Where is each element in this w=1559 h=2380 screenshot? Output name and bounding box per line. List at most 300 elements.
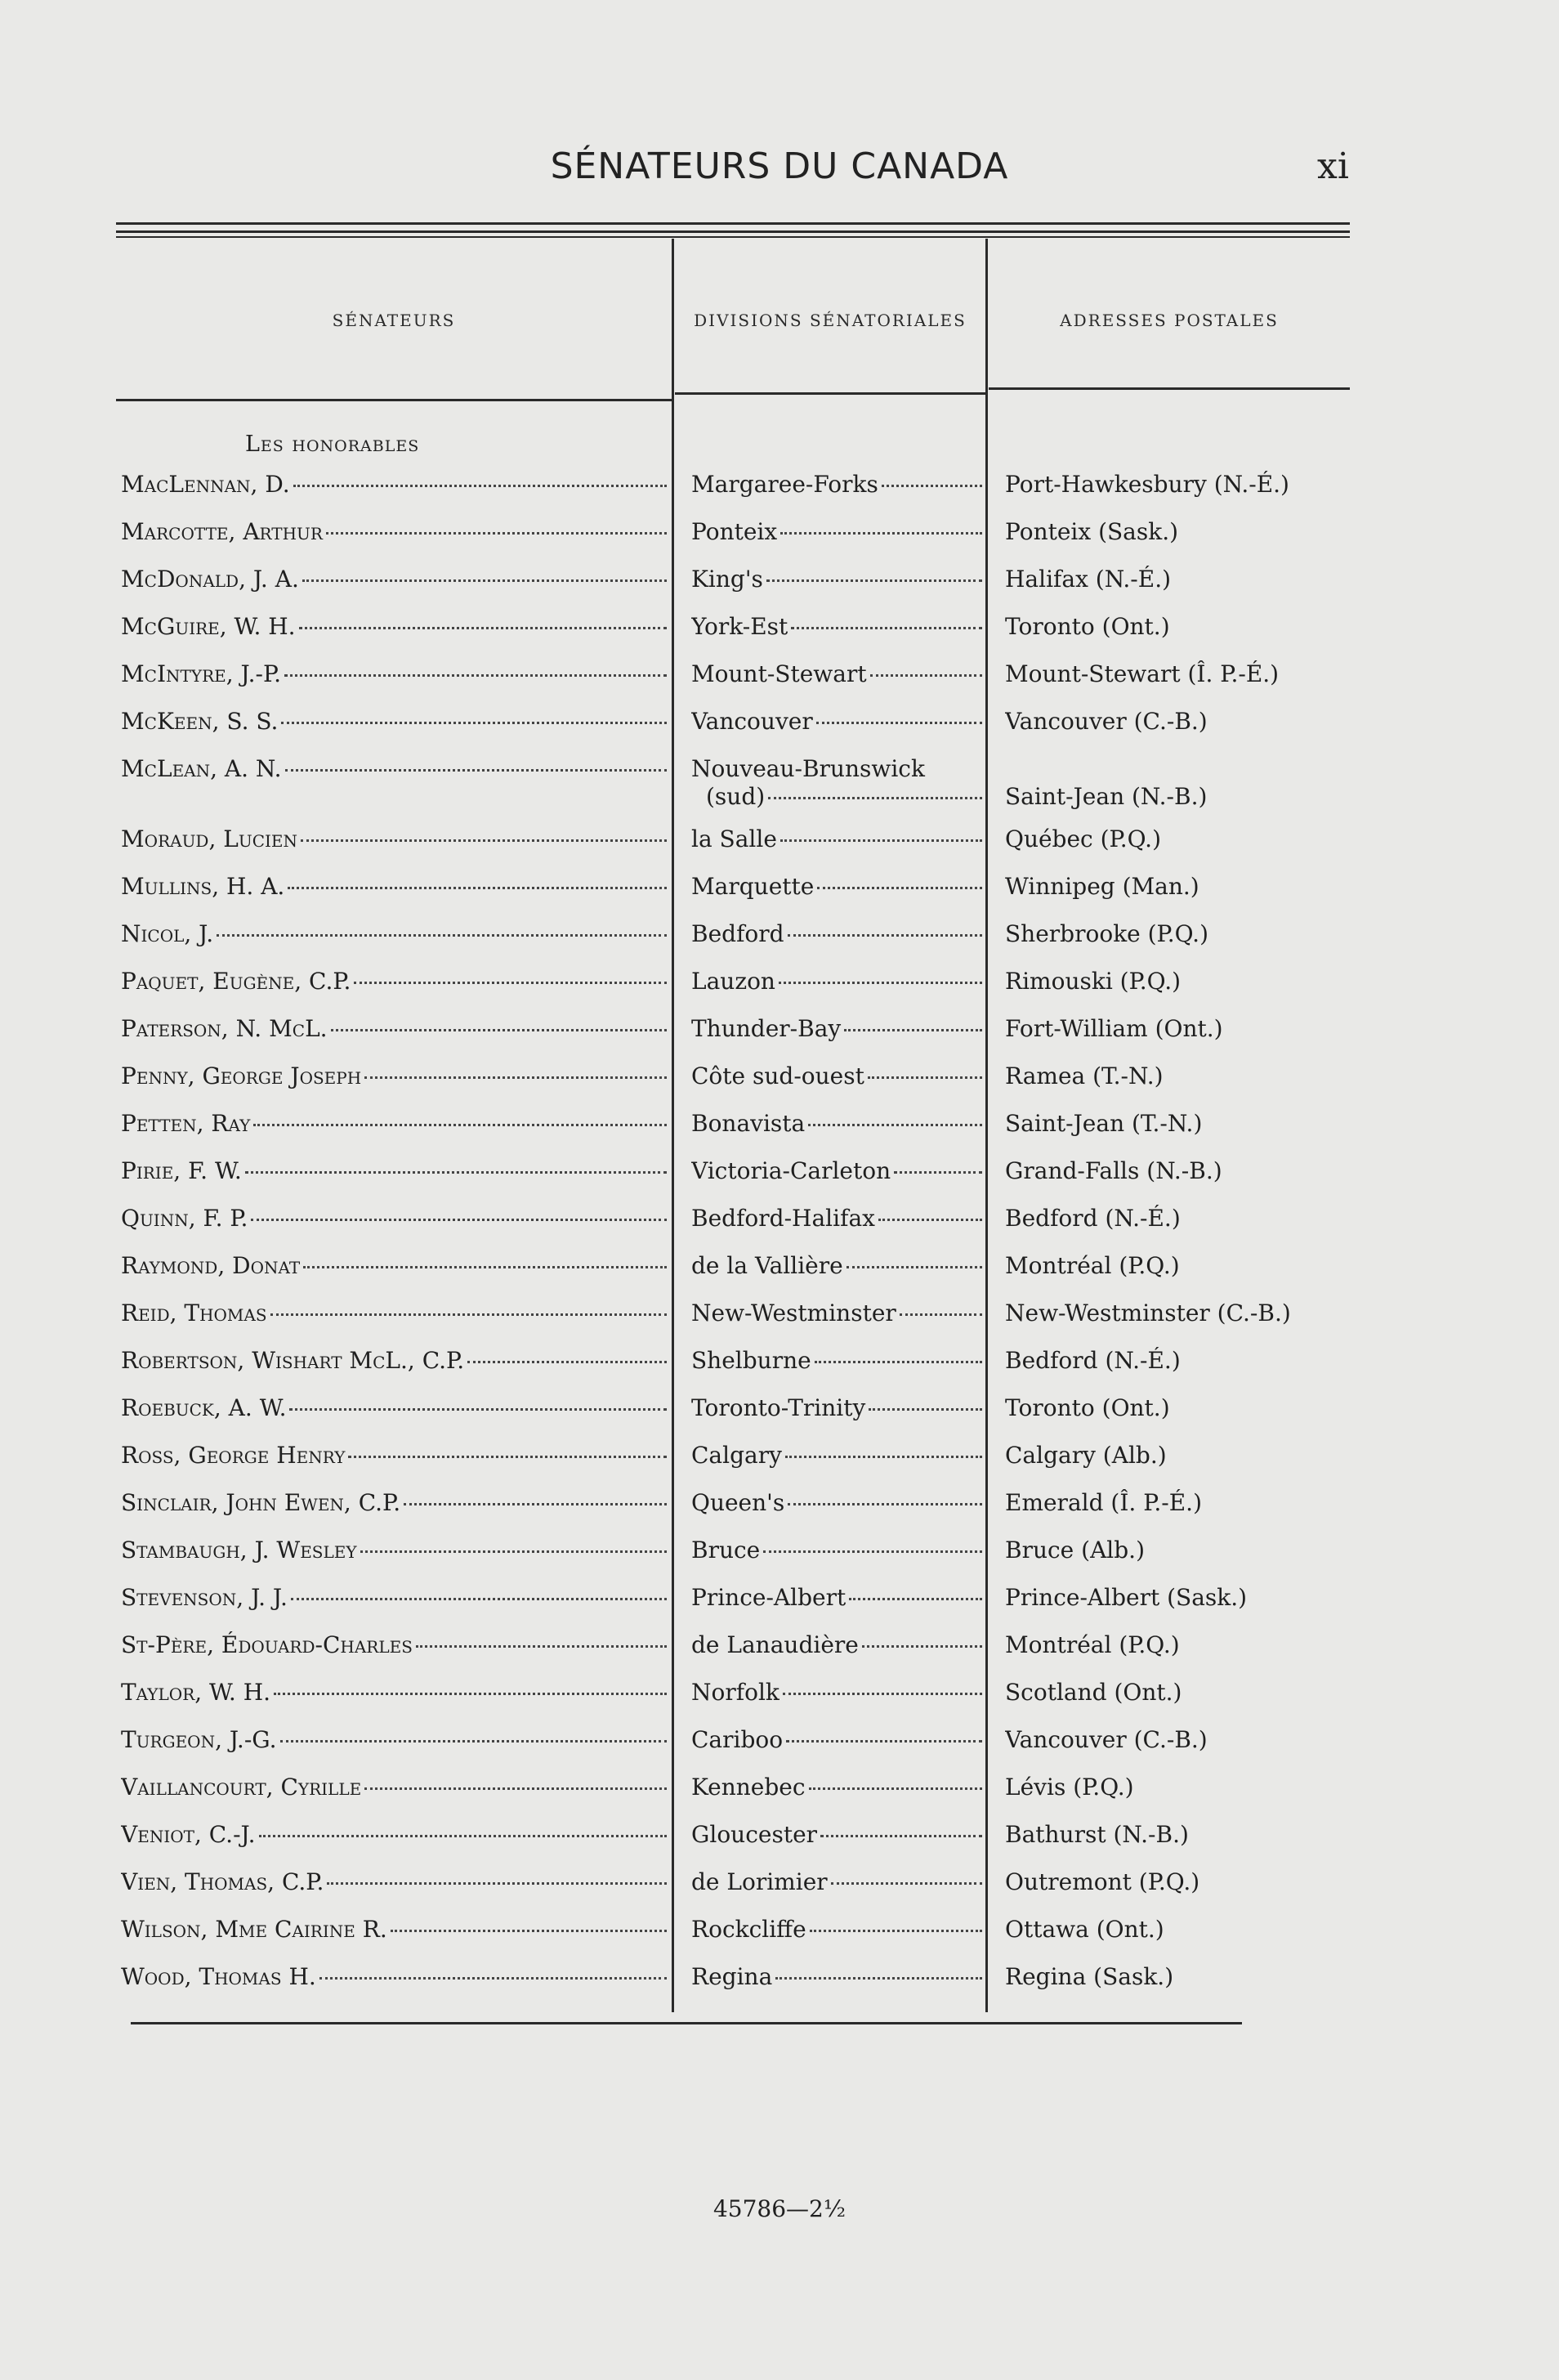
senatorial-division [691, 1916, 982, 1944]
postal-address-text: Calgary (Alb.) [1005, 1442, 1167, 1469]
senator-name [121, 613, 667, 641]
postal-address [1005, 1300, 1495, 1327]
table-row [0, 1394, 1559, 1442]
dot-leader [291, 1595, 667, 1600]
postal-address [1005, 1157, 1495, 1185]
dot-leader [775, 1974, 982, 1980]
senatorial-division [691, 1868, 982, 1896]
postal-address [1005, 1252, 1495, 1280]
dot-leader [779, 978, 982, 984]
top-rule-third [116, 236, 1350, 238]
senator-name [121, 471, 667, 499]
senatorial-division-text: Gloucester [691, 1821, 818, 1848]
senatorial-division [691, 1489, 982, 1517]
senatorial-division-text: de Lanaudière [691, 1631, 859, 1658]
postal-address-text: Winnipeg (Man.) [1005, 873, 1199, 900]
postal-address [1005, 873, 1495, 901]
table-row [0, 1631, 1559, 1679]
header-underline-3 [989, 387, 1350, 390]
postal-address [1005, 1442, 1495, 1470]
dot-leader [285, 766, 667, 772]
senator-name-text: Marcotte, Arthur [121, 518, 323, 545]
senator-name-text: Taylor, W. H. [121, 1679, 271, 1706]
postal-address-text: Bruce (Alb.) [1005, 1537, 1145, 1564]
senatorial-division [691, 1679, 982, 1707]
dot-leader [849, 1595, 982, 1600]
postal-address-text: Halifax (N.-É.) [1005, 566, 1172, 593]
senatorial-division [691, 613, 982, 641]
senator-name-text: Petten, Ray [121, 1110, 251, 1137]
postal-address-text: Ottawa (Ont.) [1005, 1916, 1164, 1943]
dot-leader [319, 1974, 667, 1980]
dot-leader [416, 1642, 667, 1648]
senatorial-division-text: de la Vallière [691, 1252, 843, 1279]
postal-address-text: New-Westminster (C.-B.) [1005, 1300, 1291, 1326]
dot-leader [847, 1263, 982, 1268]
footer-code: 45786—2½ [712, 2195, 847, 2222]
table-row [0, 708, 1559, 755]
table-row [0, 1868, 1559, 1916]
table-row [0, 1252, 1559, 1300]
postal-address [1005, 1584, 1495, 1612]
postal-address [1005, 968, 1495, 995]
table-row [0, 1537, 1559, 1584]
postal-address [1005, 518, 1495, 546]
postal-address [1005, 1631, 1495, 1659]
dot-leader [785, 1452, 982, 1458]
senator-name [121, 566, 667, 593]
postal-address-text: Bedford (N.-É.) [1005, 1347, 1181, 1374]
dot-leader [808, 1121, 982, 1126]
senator-name-text: Wood, Thomas H. [121, 1963, 316, 1990]
header-underline-2 [675, 392, 985, 395]
table-row [0, 968, 1559, 1015]
postal-address-text: Fort-William (Ont.) [1005, 1015, 1223, 1042]
senator-name-text: McKeen, S. S. [121, 708, 279, 735]
senator-name [121, 1062, 667, 1090]
senator-name [121, 755, 667, 783]
dot-leader [404, 1500, 667, 1505]
postal-address-text: Bathurst (N.-B.) [1005, 1821, 1189, 1848]
senatorial-division-text: Rockcliffe [691, 1916, 806, 1943]
dot-leader [786, 1737, 982, 1742]
postal-address [1005, 1347, 1495, 1375]
senator-name-text: McIntyre, J.-P. [121, 660, 282, 687]
dot-leader [763, 1547, 982, 1553]
page-title: SÉNATEURS DU CANADA [550, 145, 1009, 187]
senatorial-division-text: Nouveau-Brunswick [691, 755, 925, 782]
senator-name [121, 660, 667, 688]
postal-address-text: Québec (P.Q.) [1005, 825, 1162, 852]
postal-address [1005, 1394, 1495, 1422]
dot-leader [331, 1026, 667, 1031]
dot-leader [284, 671, 667, 677]
dot-leader [900, 1310, 982, 1316]
dot-leader [360, 1547, 667, 1553]
postal-address-text: Toronto (Ont.) [1005, 613, 1170, 640]
senatorial-division-text: Kennebec [691, 1774, 806, 1801]
postal-address-text: Prince-Albert (Sask.) [1005, 1584, 1248, 1611]
dot-leader [364, 1784, 667, 1790]
postal-address-text: Mount-Stewart (Î. P.-É.) [1005, 660, 1280, 687]
dot-leader [354, 978, 667, 984]
postal-address-text: Vancouver (C.-B.) [1005, 708, 1208, 735]
table-row [0, 471, 1559, 518]
senatorial-division-text: Mount-Stewart [691, 660, 867, 687]
senatorial-division [691, 1300, 982, 1327]
dot-leader [288, 884, 667, 889]
senatorial-division-text: Ponteix [691, 518, 778, 545]
postal-address [1005, 783, 1495, 811]
senator-name-text: Penny, George Joseph [121, 1062, 362, 1089]
senatorial-division [691, 1442, 982, 1470]
senator-name [121, 518, 667, 546]
postal-address [1005, 660, 1495, 688]
postal-address-text: Toronto (Ont.) [1005, 1394, 1170, 1421]
senator-name-text: St-Père, Édouard-Charles [121, 1631, 413, 1658]
senator-name [121, 1584, 667, 1612]
senator-name-text: Paterson, N. McL. [121, 1015, 328, 1042]
senator-name [121, 968, 667, 995]
senator-name-text: Raymond, Donat [121, 1252, 301, 1279]
senator-name [121, 1347, 667, 1375]
senator-name-text: Sinclair, John Ewen, C.P. [121, 1489, 401, 1516]
table-row [0, 660, 1559, 708]
dot-leader [831, 1879, 982, 1885]
senatorial-division-text: Bruce [691, 1537, 761, 1564]
postal-address [1005, 1537, 1495, 1564]
senatorial-division [691, 1774, 982, 1801]
dot-leader [783, 1689, 982, 1695]
senator-name [121, 1205, 667, 1232]
senatorial-division-text: Toronto-Trinity [691, 1394, 866, 1421]
postal-address-text: Bedford (N.-É.) [1005, 1205, 1181, 1232]
table-row [0, 518, 1559, 566]
senator-name [121, 1537, 667, 1564]
dot-leader [815, 1358, 982, 1363]
senatorial-division-text: Queen's [691, 1489, 785, 1516]
top-rule [116, 222, 1350, 225]
group-label: Les honorables [245, 432, 420, 457]
senatorial-division [691, 1205, 982, 1232]
dot-leader [816, 718, 982, 724]
senator-name-text: Wilson, Mme Cairine R. [121, 1916, 387, 1943]
senatorial-division-text: Cariboo [691, 1726, 784, 1753]
dot-leader [270, 1310, 667, 1316]
table-row [0, 1821, 1559, 1868]
table-row [0, 1726, 1559, 1774]
senator-name-text: Robertson, Wishart McL., C.P. [121, 1347, 465, 1374]
senator-name [121, 1631, 667, 1659]
senatorial-division [691, 1157, 982, 1185]
postal-address [1005, 1062, 1495, 1090]
dot-leader [217, 931, 667, 937]
senatorial-division [691, 1252, 982, 1280]
dot-leader [862, 1642, 982, 1648]
dot-leader [364, 1073, 667, 1079]
senator-name [121, 708, 667, 736]
postal-address-text: Port-Hawkesbury (N.-É.) [1005, 471, 1289, 498]
table-row [0, 1679, 1559, 1726]
column-header-divisions: DIVISIONS SÉNATORIALES [694, 311, 967, 330]
dot-leader [868, 1073, 982, 1079]
senatorial-division-text: Victoria-Carleton [691, 1157, 891, 1184]
table-row [0, 920, 1559, 968]
senatorial-division [691, 660, 982, 688]
postal-address [1005, 1110, 1495, 1138]
senator-name-text: Reid, Thomas [121, 1300, 267, 1326]
dot-leader [326, 529, 667, 535]
senatorial-division [691, 1584, 982, 1612]
senator-name-text: Stevenson, J. J. [121, 1584, 288, 1611]
senatorial-division-text: la Salle [691, 825, 777, 852]
senatorial-division-text: Thunder-Bay [691, 1015, 842, 1042]
senatorial-division [691, 873, 982, 901]
dot-leader [768, 794, 982, 799]
postal-address [1005, 1489, 1495, 1517]
postal-address-text: Montréal (P.Q.) [1005, 1252, 1180, 1279]
senatorial-division [691, 708, 982, 736]
senatorial-division [691, 1394, 982, 1422]
senatorial-division [691, 1726, 982, 1754]
dot-leader [348, 1452, 667, 1458]
senator-name-text: Vien, Thomas, C.P. [121, 1868, 324, 1895]
senator-name-text: Vaillancourt, Cyrille [121, 1774, 362, 1801]
senator-name-text: Paquet, Eugène, C.P. [121, 968, 351, 995]
senator-name-text: Veniot, C.-J. [121, 1821, 256, 1848]
table-row [0, 1347, 1559, 1394]
senatorial-division-text: King's [691, 566, 763, 593]
senatorial-division [691, 1537, 982, 1564]
senator-name [121, 873, 667, 901]
senator-name [121, 1252, 667, 1280]
table-row [0, 1584, 1559, 1631]
dot-leader [780, 529, 982, 535]
senator-name [121, 1394, 667, 1422]
table-row [0, 873, 1559, 920]
postal-address-text: Ponteix (Sask.) [1005, 518, 1179, 545]
senator-name-text: McDonald, J. A. [121, 566, 299, 593]
table-row [0, 1110, 1559, 1157]
senatorial-division [691, 1062, 982, 1090]
senator-name [121, 825, 667, 853]
bottom-rule [131, 2022, 1242, 2024]
dot-leader [301, 836, 667, 842]
table-row [0, 566, 1559, 613]
senatorial-division-text: Regina [691, 1963, 773, 1990]
senator-name [121, 1300, 667, 1327]
senatorial-division [691, 1963, 982, 1991]
senatorial-division [691, 1631, 982, 1659]
senator-name-text: MacLennan, D. [121, 471, 290, 498]
senatorial-division [691, 755, 982, 811]
dot-leader [791, 624, 982, 629]
senatorial-division-text: Côte sud-ouest [691, 1062, 864, 1089]
senatorial-division-text: Vancouver [691, 708, 813, 735]
postal-address [1005, 1963, 1495, 1991]
senatorial-division [691, 518, 982, 546]
postal-address [1005, 1205, 1495, 1232]
dot-leader [391, 1926, 667, 1932]
senator-name [121, 1442, 667, 1470]
postal-address-text: Rimouski (P.Q.) [1005, 968, 1182, 995]
senatorial-division-text: Marquette [691, 873, 815, 900]
senator-name [121, 1916, 667, 1944]
postal-address-text: Lévis (P.Q.) [1005, 1774, 1134, 1801]
senatorial-division-text: Prince-Albert [691, 1584, 847, 1611]
senatorial-division-text: Bedford-Halifax [691, 1205, 875, 1232]
senator-name [121, 1015, 667, 1043]
table-row [0, 825, 1559, 873]
dot-leader [303, 1263, 667, 1268]
senator-name [121, 1963, 667, 1991]
postal-address [1005, 613, 1495, 641]
senator-name-text: Nicol, J. [121, 920, 214, 947]
dot-leader [844, 1026, 982, 1031]
dot-leader [302, 576, 667, 582]
table-row [0, 1963, 1559, 2011]
column-header-adresses: ADRESSES POSTALES [1060, 311, 1279, 330]
dot-leader [788, 931, 982, 937]
senator-name [121, 920, 667, 948]
postal-address-text: Sherbrooke (P.Q.) [1005, 920, 1209, 947]
dot-leader [780, 836, 982, 842]
senator-name [121, 1821, 667, 1849]
senatorial-division [691, 968, 982, 995]
postal-address [1005, 1916, 1495, 1944]
header-underline-1 [116, 399, 672, 401]
table-row [0, 1205, 1559, 1252]
postal-address-text: Regina (Sask.) [1005, 1963, 1174, 1990]
dot-leader [810, 1926, 982, 1932]
postal-address [1005, 1868, 1495, 1896]
senatorial-division-text: de Lorimier [691, 1868, 828, 1895]
postal-address [1005, 1679, 1495, 1707]
dot-leader [245, 1168, 667, 1174]
postal-address-text: Grand-Falls (N.-B.) [1005, 1157, 1222, 1184]
postal-address-text: Saint-Jean (N.-B.) [1005, 783, 1208, 810]
senatorial-division-text: Margaree-Forks [691, 471, 878, 498]
table-row [0, 1916, 1559, 1963]
senator-name-text: Roebuck, A. W. [121, 1394, 287, 1421]
senatorial-division-text: York-Est [691, 613, 788, 640]
table-row [0, 1489, 1559, 1537]
senatorial-division [691, 1347, 982, 1375]
postal-address-text: Outremont (P.Q.) [1005, 1868, 1200, 1895]
senator-name-text: Quinn, F. P. [121, 1205, 248, 1232]
dot-leader [809, 1784, 982, 1790]
postal-address-text: Ramea (T.-N.) [1005, 1062, 1164, 1089]
dot-leader [280, 1737, 667, 1742]
table-row [0, 1442, 1559, 1489]
dot-leader [327, 1879, 667, 1885]
postal-address [1005, 825, 1495, 853]
dot-leader [766, 576, 982, 582]
senatorial-division-text: Bonavista [691, 1110, 806, 1137]
senator-name-text: Mullins, H. A. [121, 873, 285, 900]
senatorial-division-text: Shelburne [691, 1347, 811, 1374]
senatorial-division [691, 825, 982, 853]
dot-leader [467, 1358, 667, 1363]
postal-address [1005, 1015, 1495, 1043]
senatorial-division-text: Calgary [691, 1442, 782, 1469]
senator-name [121, 1679, 667, 1707]
table-row [0, 1157, 1559, 1205]
senator-name [121, 1110, 667, 1138]
dot-leader [870, 671, 982, 677]
senator-name-text: Pirie, F. W. [121, 1157, 242, 1184]
dot-leader [869, 1405, 982, 1411]
postal-address-text: Montréal (P.Q.) [1005, 1631, 1180, 1658]
senatorial-division-text: Bedford [691, 920, 784, 947]
postal-address-text: Scotland (Ont.) [1005, 1679, 1182, 1706]
dot-leader [281, 718, 667, 724]
dot-leader [882, 481, 982, 487]
dot-leader [259, 1832, 668, 1837]
table-row [0, 1062, 1559, 1110]
senator-name-text: Turgeon, J.-G. [121, 1726, 277, 1753]
dot-leader [289, 1405, 667, 1411]
dot-leader [293, 481, 667, 487]
postal-address [1005, 920, 1495, 948]
senator-name-text: McLean, A. N. [121, 755, 282, 782]
postal-address [1005, 1774, 1495, 1801]
dot-leader [251, 1215, 667, 1221]
senator-name [121, 1489, 667, 1517]
dot-leader [894, 1168, 982, 1174]
dot-leader [788, 1500, 982, 1505]
postal-address-text: Emerald (Î. P.-É.) [1005, 1489, 1202, 1516]
senatorial-division [691, 920, 982, 948]
senatorial-division-line2-text: (sud) [706, 783, 766, 810]
postal-address [1005, 471, 1495, 499]
postal-address [1005, 1726, 1495, 1754]
table-row [0, 755, 1559, 825]
senator-name-text: Ross, George Henry [121, 1442, 346, 1469]
senatorial-division [691, 1015, 982, 1043]
postal-address-text: Saint-Jean (T.-N.) [1005, 1110, 1203, 1137]
table-row [0, 1015, 1559, 1062]
senatorial-division-text: Lauzon [691, 968, 775, 995]
top-rule-second [116, 230, 1350, 233]
table-row [0, 1300, 1559, 1347]
senator-name [121, 1726, 667, 1754]
dot-leader [878, 1215, 982, 1221]
senator-name [121, 1868, 667, 1896]
dot-leader [274, 1689, 667, 1695]
dot-leader [299, 624, 667, 629]
postal-address [1005, 708, 1495, 736]
postal-address-text: Vancouver (C.-B.) [1005, 1726, 1208, 1753]
senator-name-text: Stambaugh, J. Wesley [121, 1537, 357, 1564]
senator-name [121, 1157, 667, 1185]
table-row [0, 1774, 1559, 1821]
page-number: xi [1317, 145, 1349, 187]
dot-leader [253, 1121, 667, 1126]
column-header-senateurs: SÉNATEURS [332, 311, 456, 330]
postal-address [1005, 566, 1495, 593]
postal-address [1005, 1821, 1495, 1849]
senatorial-division [691, 471, 982, 499]
senatorial-division [691, 1110, 982, 1138]
senatorial-division-text: New-Westminster [691, 1300, 896, 1326]
senator-name [121, 1774, 667, 1801]
table-row [0, 613, 1559, 660]
senatorial-division-line2 [691, 783, 982, 811]
senator-name-text: McGuire, W. H. [121, 613, 296, 640]
senator-name-text: Moraud, Lucien [121, 825, 298, 852]
senatorial-division [691, 1821, 982, 1849]
